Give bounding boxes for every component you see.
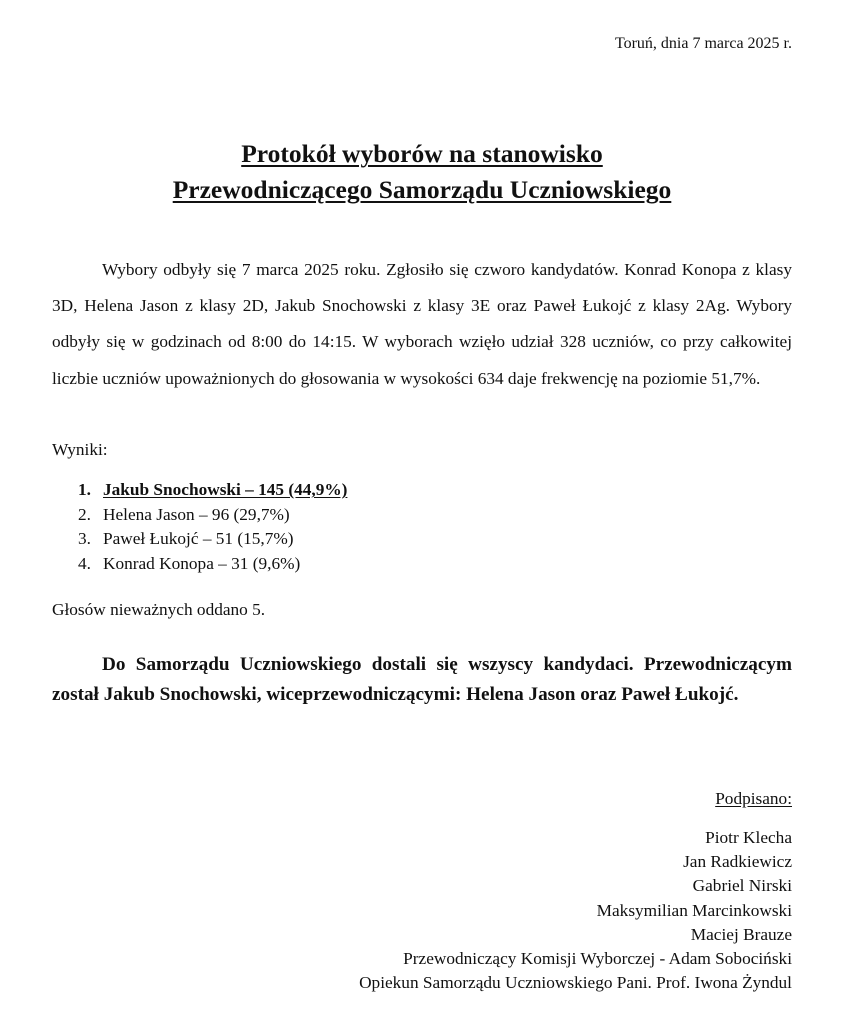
place-date: Toruń, dnia 7 marca 2025 r. [614, 35, 792, 52]
title-line-2: Przewodniczącego Samorządu Uczniowskiego [172, 175, 672, 204]
signature: Maciej Brauze [690, 924, 792, 944]
result-item [78, 503, 347, 528]
signature-council-supervisor: Opiekun Samorządu Uczniowskiego Pani. Prof. Iwona Żyndul [359, 973, 792, 993]
signature-election-commission-chair: Przewodniczący Komisji Wyborczej - Adam Sobociński [403, 949, 792, 969]
result-item [78, 527, 347, 552]
signature: Piotr Klecha [705, 828, 792, 847]
signatures-list [359, 826, 792, 995]
result-number: 3. [78, 529, 91, 548]
invalid-votes-note: Głosów nieważnych oddano 5. [52, 600, 266, 619]
title-line-1: Protokół wyborów na stanowisko [241, 139, 603, 168]
document-title [0, 136, 844, 208]
result-number: 2. [78, 504, 91, 524]
signature: Gabriel Nirski [692, 876, 792, 896]
result-text: Jakub Snochowski – 145 (44,9%) [103, 480, 348, 499]
signature: Maksymilian Marcinkowski [596, 900, 792, 920]
results-label: Wyniki: [52, 440, 108, 459]
result-number: 4. [78, 553, 91, 573]
result-item [78, 552, 347, 577]
election-summary-paragraph: Wybory odbyły się 7 marca 2025 roku. Zgłosiło się czworo kandydatów. Konrad Konopa z klasy 3D, Helena Jason z klasy 2D, Jakub Snochowski z klasy 3E oraz Paweł Łukojć z klasy 2Ag. Wybory odbyły się w godzinach od 8:00 do 14:15. W wyborach wzięło udział 328 uczniów, co przy całkowitej liczbie uczniów upoważnionych do głosowania w wysokości 634 daje frekwencję na poziomie 51,7%. [52, 260, 792, 388]
result-text: Paweł Łukojć – 51 (15,7%) [103, 529, 294, 548]
signed-label: Podpisano: [715, 789, 792, 808]
result-number: 1. [78, 480, 91, 499]
results-list [78, 478, 347, 576]
result-text: Helena Jason – 96 (29,7%) [103, 504, 290, 524]
signature: Jan Radkiewicz [683, 852, 792, 872]
conclusion-paragraph: Do Samorządu Uczniowskiego dostali się wszyscy kandydaci. Przewodniczącym został Jakub Snochowski, wiceprzewodniczącymi: Helena Jason oraz Paweł Łukojć. [52, 654, 792, 705]
result-text: Konrad Konopa – 31 (9,6%) [103, 553, 301, 573]
result-item-winner [78, 478, 347, 503]
